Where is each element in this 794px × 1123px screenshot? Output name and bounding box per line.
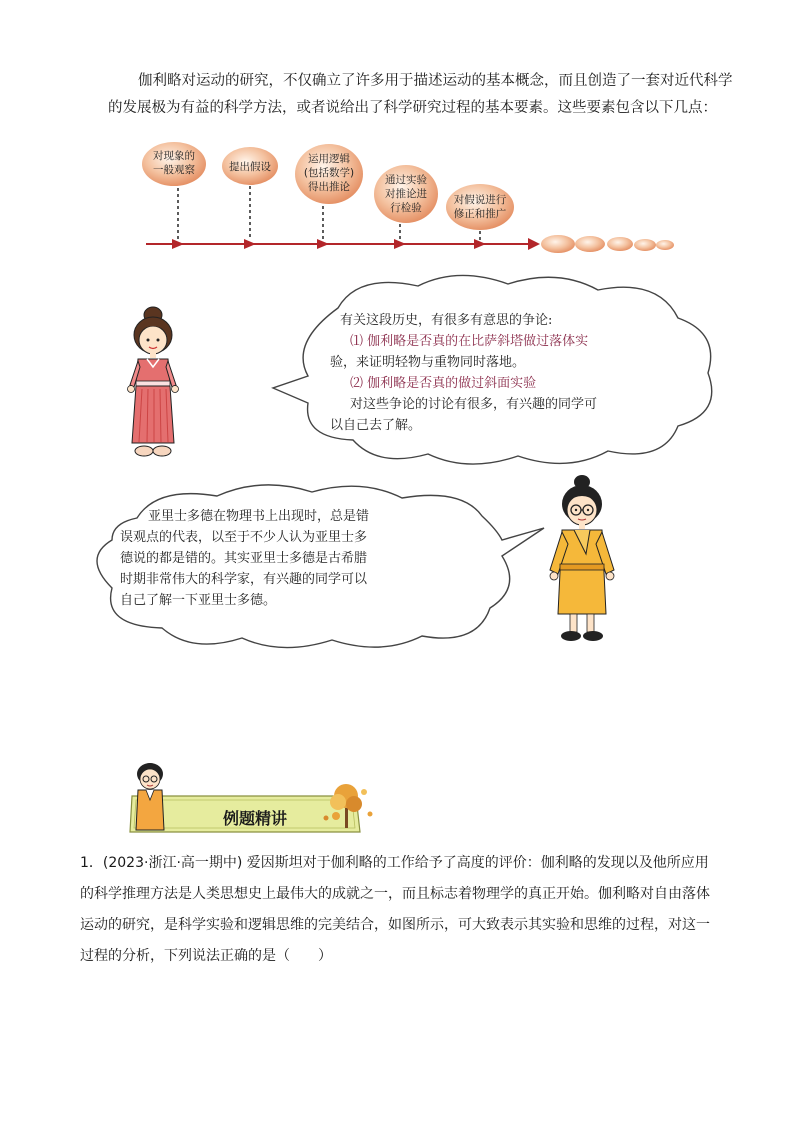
step-2-line-1: 提出假设: [229, 161, 271, 173]
cloud-2-line-2: 误观点的代表，以至于不少人认为亚里士多: [120, 530, 368, 545]
cloud-1-line-1: 有关这段历史，有很多有意思的争论:: [340, 313, 553, 328]
cloud-1-line-4: ⑵ 伽利略是否真的做过斜面实验: [350, 376, 537, 391]
thought-cloud-2: [82, 478, 547, 656]
step-4-line-1: 通过实验: [385, 174, 427, 186]
banner-title: 例题精讲: [223, 809, 288, 828]
step-1-line-1: 对现象的: [153, 150, 195, 162]
trail-ball: [634, 239, 656, 251]
cloud-2-line-5: 自己了解一下亚里士多德。: [120, 593, 277, 608]
question-line-1: 1．(2023·浙江·高一期中) 爱因斯坦对于伽利略的工作给予了高度的评价：伽利略的发现以及他所应用: [80, 855, 709, 871]
girl-character: [118, 305, 188, 460]
step-1-line-2: 一般观察: [153, 164, 195, 176]
trail-ball: [607, 237, 633, 251]
section-banner: [126, 756, 376, 836]
step-3-line-2: (包括数学): [303, 167, 355, 179]
step-5-line-2: 修正和推广: [453, 208, 507, 220]
trail-ball: [541, 235, 575, 253]
cloud-1-line-5: 对这些争论的讨论有很多，有兴趣的同学可: [350, 397, 598, 412]
step-3-line-1: 运用逻辑: [308, 153, 350, 165]
step-5-line-1: 对假说进行: [453, 194, 507, 206]
trail-ball: [575, 236, 605, 252]
cloud-1-line-3: 验，来证明轻物与重物同时落地。: [330, 355, 526, 370]
question-line-4: 过程的分析，下列说法正确的是（ ）: [80, 948, 332, 964]
step-4-line-3: 行检验: [390, 202, 422, 214]
intro-line-2: 的发展极为有益的科学方法，或者说给出了科学研究过程的基本要素。这些要素包含以下几点：: [108, 100, 717, 116]
cloud-2-line-3: 德说的都是错的。其实亚里士多德是古希腊: [120, 551, 368, 566]
boy-character: [546, 474, 618, 644]
cloud-1-line-2: ⑴ 伽利略是否真的在比萨斜塔做过落体实: [350, 334, 589, 349]
process-diagram: [140, 128, 680, 263]
step-ball-5: [446, 184, 514, 230]
question-line-2: 的科学推理方法是人类思想史上最伟大的成就之一，而且标志着物理学的真正开始。伽利略对自由落体: [80, 886, 710, 902]
step-3-line-3: 得出推论: [308, 181, 350, 193]
intro-line-1: 伽利略对运动的研究，不仅确立了许多用于描述运动的基本概念，而且创造了一套对近代科学: [138, 73, 733, 89]
question-line-3: 运动的研究，是科学实验和逻辑思维的完美结合，如图所示，可大致表示其实验和思维的过程，对这一: [80, 917, 710, 933]
cloud-2-line-1: 亚里士多德在物理书上出现时，总是错: [148, 509, 370, 524]
thought-cloud-1: [268, 268, 723, 473]
girl-illustration: [118, 305, 188, 460]
cloud-2-line-4: 时期非常伟大的科学家，有兴趣的同学可以: [120, 572, 368, 587]
process-diagram-svg: [140, 128, 680, 263]
timeline-arrowhead: [528, 238, 540, 250]
boy-illustration: [546, 474, 618, 644]
step-4-line-2: 对推论进: [385, 188, 427, 200]
cloud-1-line-6: 以自己去了解。: [330, 418, 422, 433]
trail-ball: [656, 240, 674, 250]
